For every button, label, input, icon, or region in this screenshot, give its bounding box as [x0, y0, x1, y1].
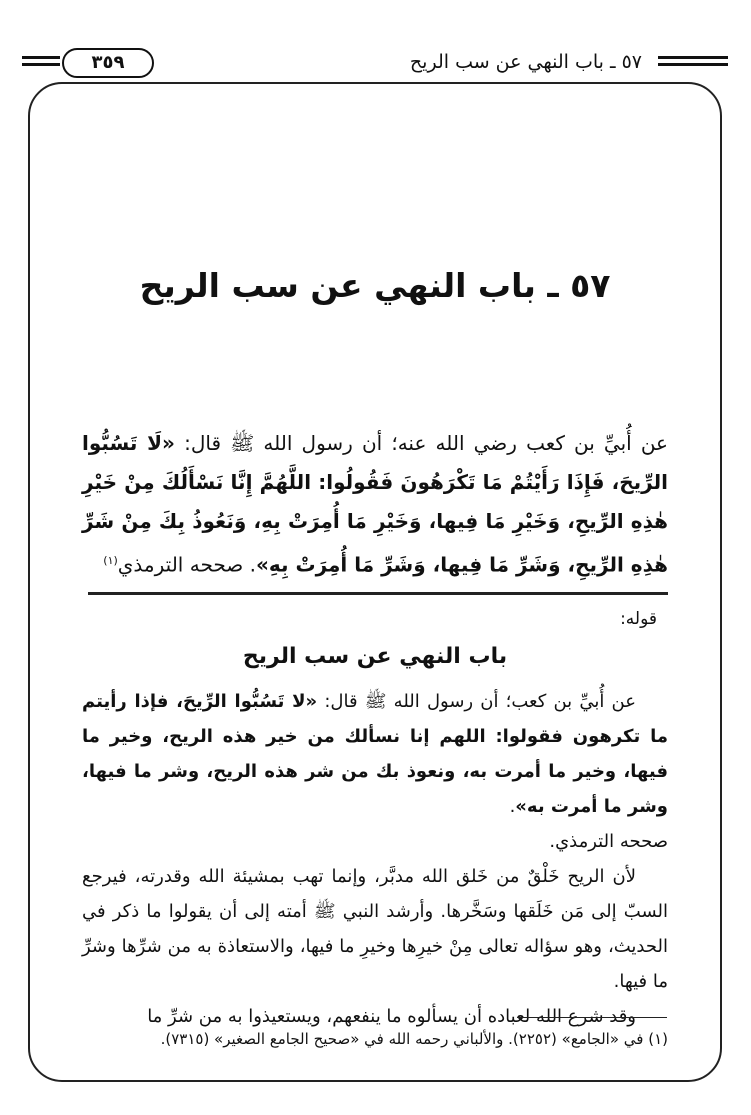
commentary-p1-hadith: «لا تَسُبُّوا الرِّيحَ، فإذا رأيتم ما تكرهون فقولوا: اللهم إنا نسألك من خير هذه الريح، وخير ما فيها، وخير ما أمرت به، ونعوذ بك من شر هذه الريح، وشر ما فيها، وشر ما أمرت به» — [82, 691, 668, 817]
section-divider — [88, 592, 668, 595]
commentary-grading: صححه الترمذي. — [549, 831, 668, 852]
footnote: (١) في «الجامع» (٢٢٥٢). والألباني رحمه الله في «صحيح الجامع الصغير» (٧٣١٥). — [160, 1030, 668, 1048]
commentary-paragraph-1 — [82, 684, 668, 824]
hadith-grading: . صححه الترمذي — [117, 552, 256, 577]
commentary-body — [82, 684, 668, 1034]
hadith-text: «لَا تَسُبُّوا الرِّيحَ، فَإِذَا رَأَيْتُمْ مَا تَكْرَهُونَ فَقُولُوا: اللَّهُمَّ إِنَّا نَسْأَلُكَ مِنْ خَيْرِ هٰذِهِ الرِّيحِ، وَخَيْرِ مَا فِيها، وَخَيْرِ مَا أُمِرَتْ بِهِ، وَنَعُوذُ بِكَ مِنْ شَرِّ هٰذِهِ الرِّيحِ، وَشَرِّ مَا فِيها، وَشَرِّ مَا أُمِرَتْ بِهِ» — [82, 431, 668, 577]
commentary-paragraph-3: وقد شرع الله لعباده أن يسألوه ما ينفعهم، ويستعيذوا به من شرِّ ما — [147, 1006, 636, 1027]
commentary-p1-intro: عن أُبيِّ بن كعب؛ أن رسول الله ﷺ قال: — [317, 691, 636, 712]
commentary-p1-end: . — [509, 796, 516, 817]
page-number: ٣٥٩ — [62, 48, 154, 78]
header-rule-left — [22, 56, 60, 66]
hadith-block — [82, 424, 668, 585]
header-rule-right — [658, 56, 728, 66]
commentary-heading: باب النهي عن سب الريح — [242, 644, 508, 669]
hadith-intro: عن أُبيِّ بن كعب رضي الله عنه؛ أن رسول الله ﷺ قال: — [174, 431, 668, 455]
footnote-ref[interactable]: (١) — [103, 554, 118, 567]
commentary-label: قوله: — [620, 609, 657, 629]
footnote-rule — [517, 1017, 667, 1018]
running-header-title: ٥٧ ـ باب النهي عن سب الريح — [409, 51, 642, 73]
chapter-title: ٥٧ ـ باب النهي عن سب الريح — [139, 266, 611, 305]
commentary-paragraph-2: لأن الريح خَلْقٌ من خَلق الله مدبَّر، وإنما تهب بمشيئة الله وقدرته، فيرجع السبّ إلى مَن خَلَقها وسَخَّرها. وأرشد النبي ﷺ أمته إلى أن يقولوا ما ذكر في الحديث، وهو سؤاله تعالى مِنْ خيرِها وخيرِ ما فيها، والاستعاذة به من شرِّها وشرِّ ما فيها. — [82, 866, 668, 992]
